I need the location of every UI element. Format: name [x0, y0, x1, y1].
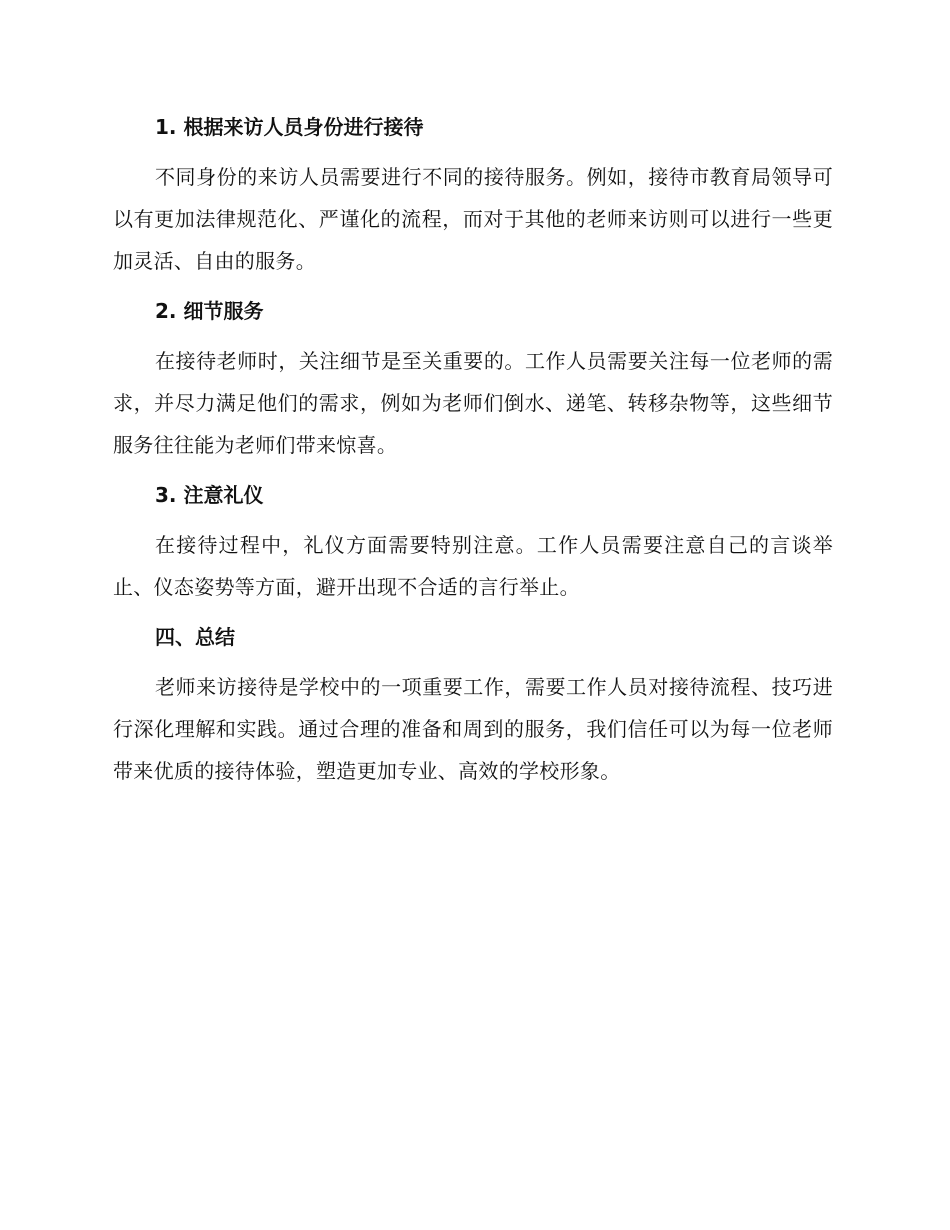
document-body — [113, 112, 833, 806]
summary-heading: 四、总结 — [155, 625, 235, 649]
section-paragraph-3: 在接待过程中，礼仪方面需要特别注意。工作人员需要注意自己的言谈举止、仪态姿势等方面，避开出现不合适的言行举止。 — [113, 533, 833, 599]
summary-paragraph: 老师来访接待是学校中的一项重要工作，需要工作人员对接待流程、技巧进行深化理解和实践。通过合理的准备和周到的服务，我们信任可以为每一位老师带来优质的接待体验，塑造更加专业、高效的学校形象。 — [113, 675, 833, 783]
section-paragraph-2: 在接待老师时，关注细节是至关重要的。工作人员需要关注每一位老师的需求，并尽力满足他们的需求，例如为老师们倒水、递笔、转移杂物等，这些细节服务往往能为老师们带来惊喜。 — [113, 349, 833, 457]
section-heading-1: 1. 根据来访人员身份进行接待 — [155, 115, 424, 139]
section-paragraph-1: 不同身份的来访人员需要进行不同的接待服务。例如，接待市教育局领导可以有更加法律规范化、严谨化的流程，而对于其他的老师来访则可以进行一些更加灵活、自由的服务。 — [113, 165, 833, 273]
section-heading-2: 2. 细节服务 — [155, 299, 264, 323]
section-heading-3: 3. 注意礼仪 — [155, 483, 264, 507]
